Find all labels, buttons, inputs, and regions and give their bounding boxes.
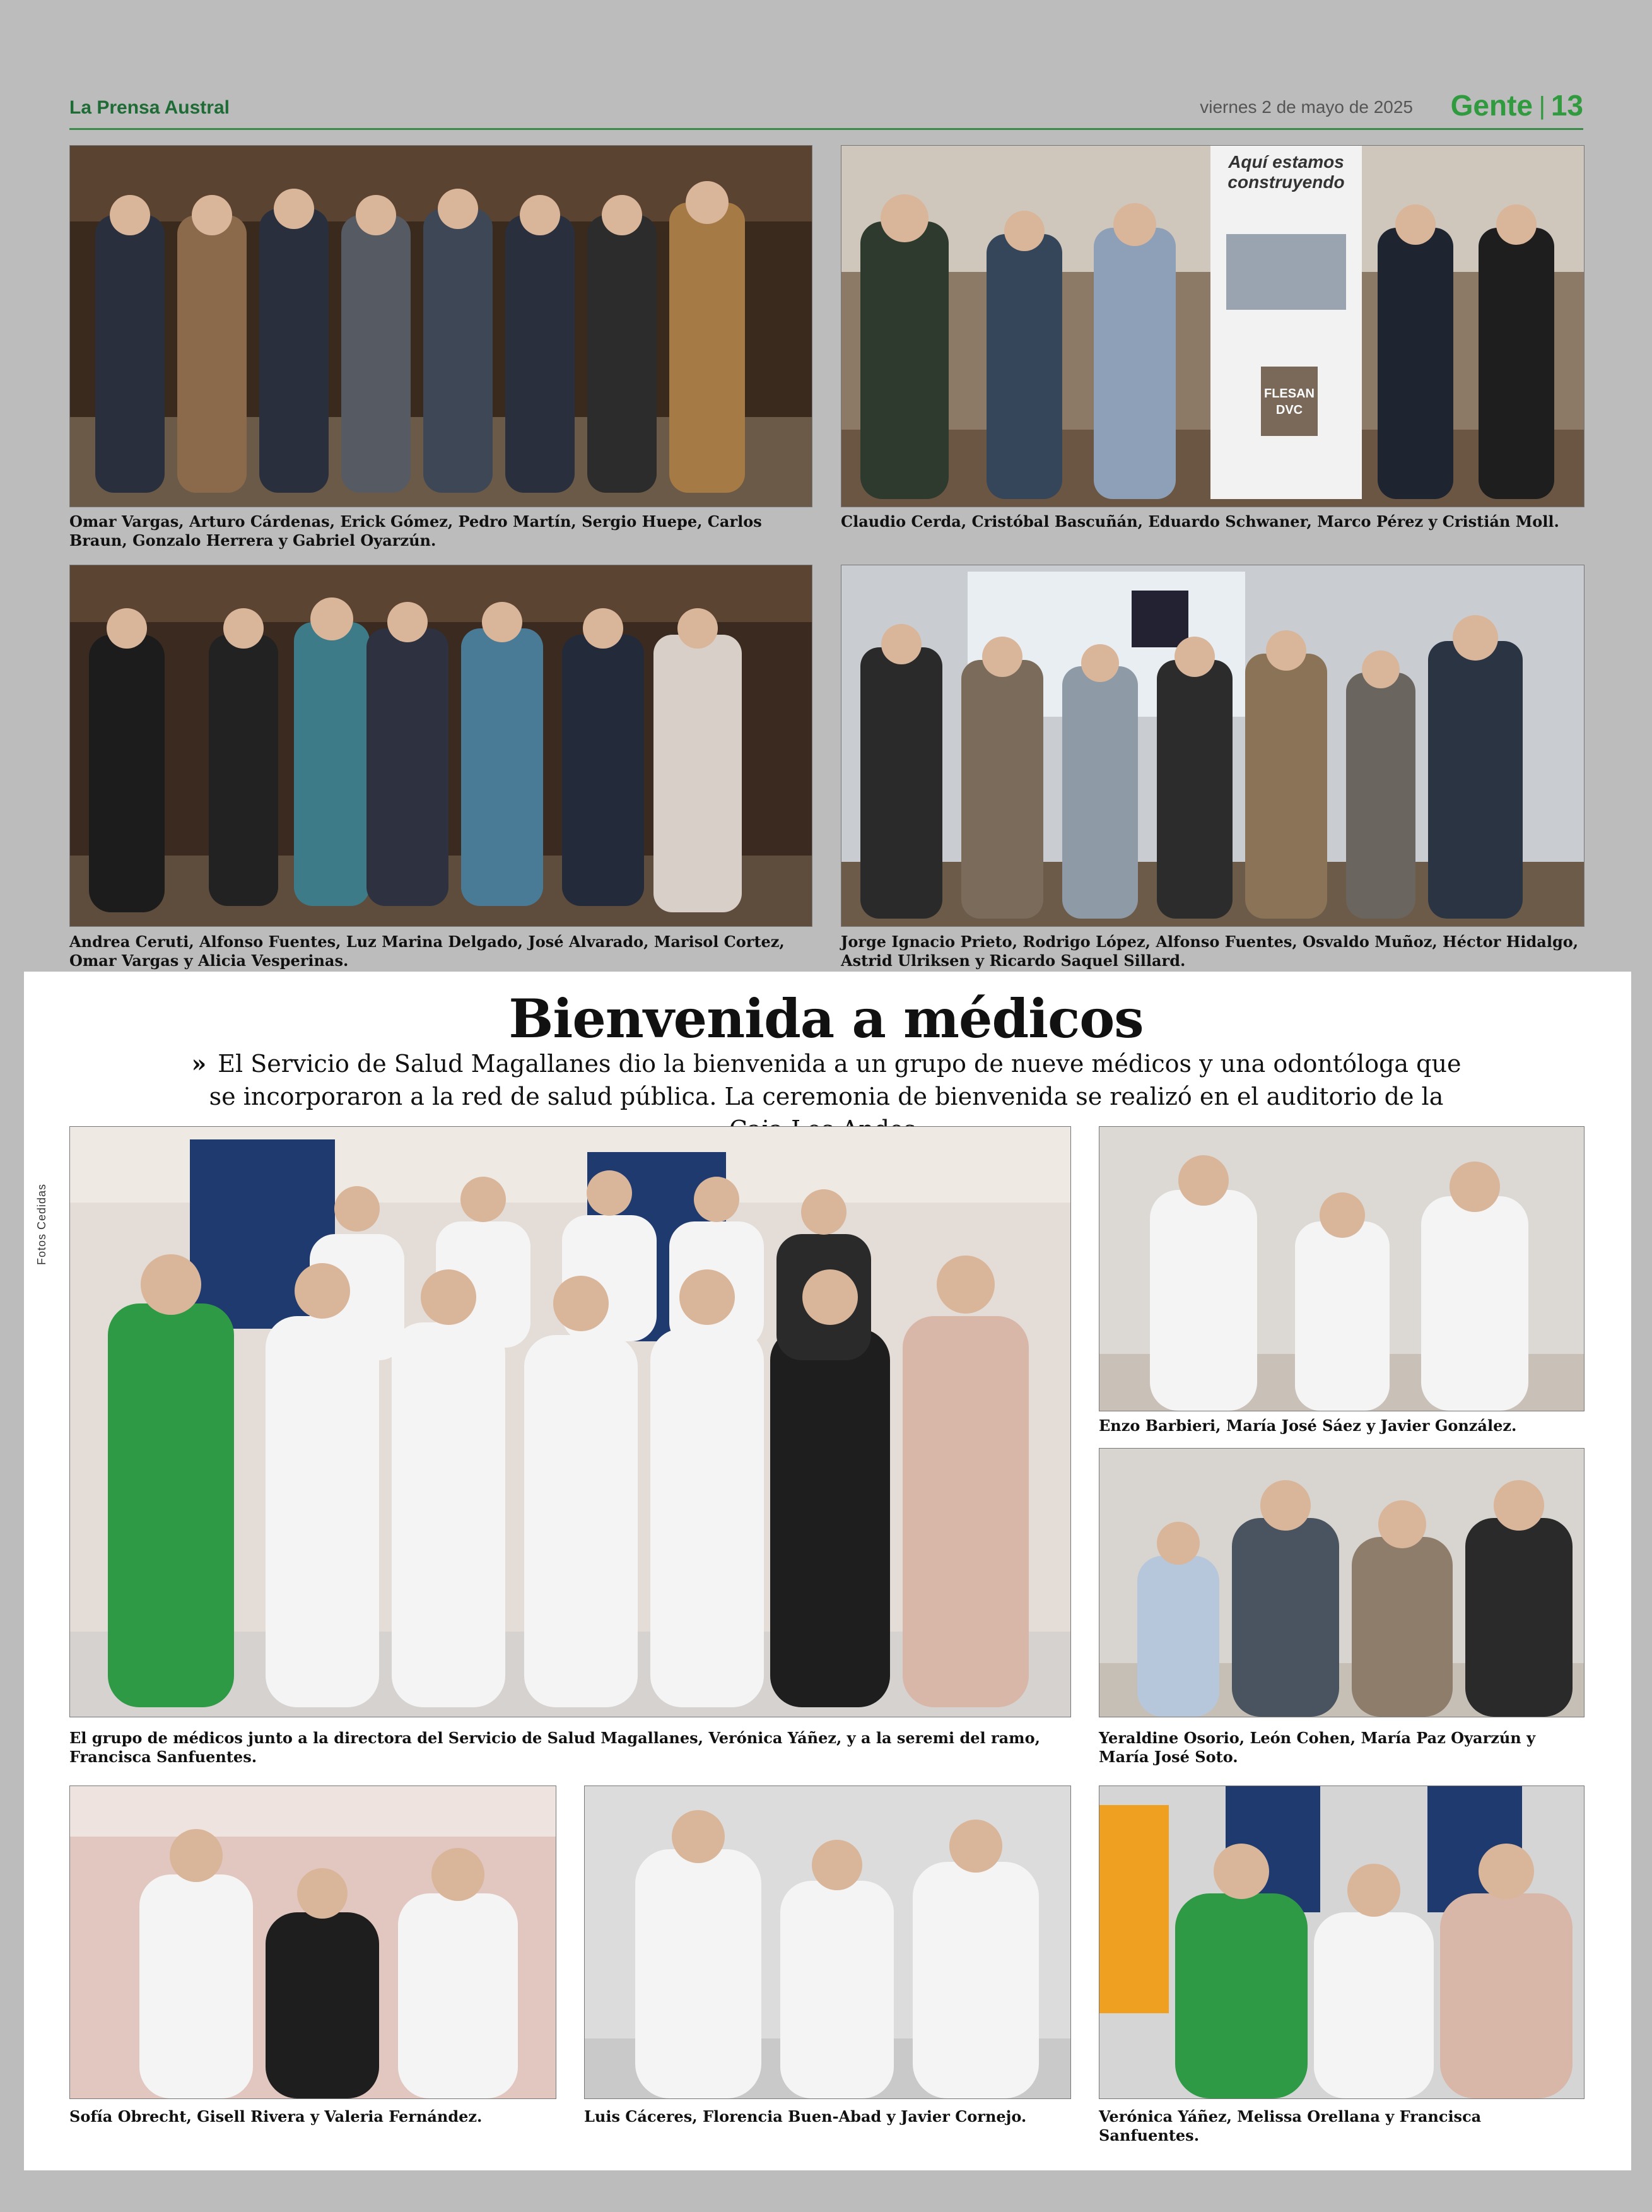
header-separator: | [1538,92,1545,120]
photo-trio-3 [584,1785,1071,2099]
photo-caption: Claudio Cerda, Cristóbal Bascuñán, Eduardo Schwaner, Marco Pérez y Cristián Moll. [841,512,1559,531]
photo-credit-text: Fotos Cedidas [35,1183,49,1266]
photo-caption: Omar Vargas, Arturo Cárdenas, Erick Gómez, Pedro Martín, Sergio Huepe, Carlos Braun, Gonzalo Herrera y Gabriel Oyarzún. [69,512,762,550]
photo-caption: Luis Cáceres, Florencia Buen-Abad y Javier Cornejo. [584,2107,1027,2126]
photo-caption: El grupo de médicos junto a la directora del Servicio de Salud Magallanes, Verónica Yáñez, y a la seremi del ramo, Francisca Sanfuentes. [69,1729,1040,1766]
photo-caption: Enzo Barbieri, María José Sáez y Javier González. [1099,1416,1517,1435]
photo-main-group [69,1126,1071,1717]
issue-date: viernes 2 de mayo de 2025 [1200,97,1413,117]
photo-group-mixed [69,565,812,927]
photo-quartet [1099,1448,1585,1717]
photo-caption: Jorge Ignacio Prieto, Rodrigo López, Alfonso Fuentes, Osvaldo Muñoz, Héctor Hidalgo, Astrid Ulriksen y Ricardo Saquel Sillard. [841,932,1579,970]
photo-group-banner [841,145,1585,507]
page-number: 13 [1550,89,1583,122]
section-name: Gente [1450,89,1533,122]
photo-group-men [69,145,812,507]
banner-logo: FLESAN DVC [1264,387,1315,417]
banner-title: Aquí estamos construyendo [1227,152,1345,192]
photo-trio-4 [1099,1785,1585,2099]
photo-group-conference [841,565,1585,927]
photo-caption: Verónica Yáñez, Melissa Orellana y Francisca Sanfuentes. [1099,2107,1482,2144]
photo-trio-1 [1099,1126,1585,1411]
page-header [69,88,1583,127]
photo-credit [35,1174,64,1287]
photo-caption: Sofía Obrecht, Gisell Rivera y Valeria Fernández. [69,2107,483,2126]
photo-trio-2 [69,1785,556,2099]
photo-caption: Andrea Ceruti, Alfonso Fuentes, Luz Marina Delgado, José Alvarado, Marisol Cortez, Omar Vargas y Alicia Vesperinas. [69,932,785,970]
lead-marker: » [191,1049,207,1078]
lead-text: El Servicio de Salud Magallanes dio la bienvenida a un grupo de nueve médicos y una odontóloga que se incorporaron a la red de salud pública. La ceremonia de bienvenida se realizó en el auditorio de la [209,1050,1462,1110]
photo-caption: Yeraldine Osorio, León Cohen, María Paz Oyarzún y María José Soto. [1099,1729,1536,1766]
header-rule [69,128,1583,130]
feature-title: Bienvenida a médicos [508,987,1144,1050]
newspaper-name: La Prensa Austral [69,97,230,118]
